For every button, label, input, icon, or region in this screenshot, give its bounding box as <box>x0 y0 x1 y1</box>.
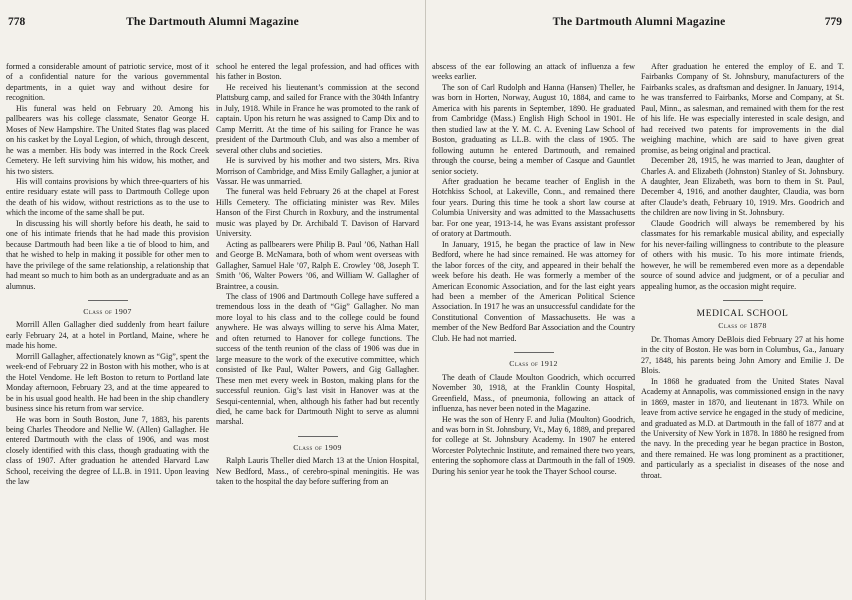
section-heading: MEDICAL SCHOOL <box>696 308 789 319</box>
column <box>216 62 419 592</box>
paragraph: He received his lieutenant’s commission at the second Plattsburg camp, and sailed for France with the 304th Infantry in July, 1918. While in France he was promoted to the rank of captain. Upon his return he was assigned to Camp Dix and to Camp Merritt. At the time of his sailing for France he was president of the Dartmouth Club, and was also a member of several other clubs and societies. <box>216 82 419 155</box>
paragraph: Ralph Lauris Theller died March 13 at the Union Hospital, New Bedford, Mass., of cerebro-spinal meningitis. He was taken to the hospital the day before suffering from an <box>216 456 419 487</box>
paragraph: In 1868 he graduated from the United States Naval Academy at Annapolis, was commissioned ensign in the navy in 1869, master in 1870, and lieutenant in 1873. While on leave from active service he engaged in the study of medicine, and graduated as M.D. at Dartmouth in the fall of 1877 and at the University of New York in 1878. In 1880 he resigned from the navy. In the preceding year he began practice in Boston, and there remained. He was long prominent as a practitioner, and particularly as a specialist in diseases of the nose and throat. <box>641 376 844 480</box>
section-divider <box>298 436 338 437</box>
paragraph: Dr. Thomas Amory DeBlois died February 27 at his home in the city of Boston. He was born in Columbus, Ga., January 27, 1848, his parents being John Amory and Emilie J. De Blois. <box>641 334 844 376</box>
paragraph: December 28, 1915, he was married to Jean, daughter of Charles A. and Elizabeth (Johnston) Stanley of St. Johnsbury. A daughter, Jean Elizabeth, was born to them in St. Paul, December 4, 1916, and another daughter, Claudia, was born after Claude’s death, February 10, 1919. Mrs. Goodrich and the children are now living in St. Johnsbury. <box>641 156 844 218</box>
paragraph: The funeral was held February 26 at the chapel at Forest Hills Cemetery. The officiating minister was Rev. Miles Hanson of the First Church in Roxbury, and the instrumental music was played by Dr. Archibald T. Davison of Harvard University. <box>216 187 419 239</box>
column <box>641 62 844 592</box>
column <box>432 62 635 592</box>
paragraph: formed a considerable amount of patriotic service, most of it of a confidential nature for the various governmental departments, in a quiet way and without desire for recognition. <box>6 62 209 103</box>
text-columns <box>6 62 419 592</box>
paragraph: His will contains provisions by which three-quarters of his entire residuary estate will pass to Dartmouth College upon the death of his widow, without restrictions as to the use to which the income of the same shall be put. <box>6 176 209 218</box>
paragraph: The son of Carl Rudolph and Hanna (Hansen) Theller, he was born in Horten, Norway, August 10, 1884, and came to America with his parents in September, 1890. He graduated from Cambridge (Mass.) English High School in 1901. He then studied law at the Y. M. C. A. Evening Law School of Boston, graduating as LL.B. with the class of 1905. The following autumn he entered Dartmouth, and remained through the course, being a member of Casque and Gauntlet senior society. <box>432 82 635 176</box>
column <box>6 62 209 592</box>
class-heading: Class of 1878 <box>718 321 767 331</box>
class-heading: Class of 1909 <box>293 442 342 452</box>
running-title: The Dartmouth Alumni Magazine <box>126 16 299 28</box>
paragraph: Acting as pallbearers were Philip B. Paul ’06, Nathan Hall and George B. McNamara, both of whom went overseas with Gallagher, Samuel Hale ’07, Ralph E. Crowley ’08, Joseph T. Smith ’06, Walter Powers ’06, and William W. Gallagher of Braintree, a cousin. <box>216 239 419 291</box>
paragraph: He is survived by his mother and two sisters, Mrs. Riva Morrison of Cambridge, and Miss Emily Gallagher, a junior at Vassar. He was unmarried. <box>216 156 419 186</box>
section-divider <box>88 300 128 301</box>
paragraph: The class of 1906 and Dartmouth College have suffered a tremendous loss in the death of “Gig” Gallagher. No man more loyal to his class and to the college could be found anywhere. He was always willing to serve his Alma Mater, and often returned to Hanover for college functions. The success of the tenth reunion of the class of 1906 was due in large measure to the work of the executive committee, which consisted of Ike Paul, Walter Powers, and Gig Gallagher. These men met every week in Boston, making plans for the successful reunion. Gig’s last visit in Hanover was at the Sesqui-centennial, when, although his father had but recently died, he came back for Dartmouth Night to serve as alumni marshal. <box>216 291 419 427</box>
class-heading: Class of 1912 <box>509 359 558 369</box>
paragraph: In January, 1915, he began the practice of law in New Bedford, where he had since remained. He was attorney for the labor forces of the city, and appeared in their behalf the week before his death. He was formerly a member of the American Economic Association, and for the last eight years had been a member of the American Political Science Association. In 1917 he was an unsuccessful candidate for the Constitutional Convention of Massachusetts. He was a member of the New Bedford Bar Association and the Country Club. He had not married. <box>432 239 635 343</box>
page-number: 778 <box>8 16 26 28</box>
right-page <box>426 0 852 600</box>
running-title: The Dartmouth Alumni Magazine <box>552 16 726 28</box>
paragraph: His funeral was held on February 20. Among his pallbearers was his college classmate, Senator George H. Moses of New Hampshire. The United States flag was placed on his casket by the Loyal Legion, of which, through descent, he was a member. His body was interred in the Rock Creek Cemetery. He left surviving him his widow, his mother, and his two sisters. <box>6 103 209 176</box>
paragraph: Claude Goodrich will always be remembered by his classmates for his remarkable musical ability, and especially for his never-failing willingness to contribute to the pleasure of others with his music. To his more intimate friends, however, he will be remembered even more as a dependable source of sound advice and judgment, or of a peculiar and appealing humor, as the occasion might require. <box>641 218 844 291</box>
class-heading: Class of 1907 <box>83 306 132 316</box>
page-number: 779 <box>824 16 842 28</box>
paragraph: He was born in South Boston, June 7, 1883, his parents being Charles Theodore and Nellie W. (Allen) Gallagher. He entered Dartmouth with the class of 1906, and was most closely identified with this class, though graduating with the class of 1907. After graduation he attended Harvard Law School, receiving the degree of LL.B. in 1911. Upon leaving the law <box>6 414 209 487</box>
paragraph: After graduation he entered the employ of E. and T. Fairbanks Company of St. Johnsbury, manufacturers of the Fairbanks scales, as draftsman and designer. In January, 1914, he was transferred to Fairbanks, Morse and Company, at St. Paul, Minn., as salesman, and remained with them for the rest of his life. He was especially interested in scale design, and had received two patents for improvements in the dial weighing machine, which are said to have given great promise, as being original and practical. <box>641 62 844 155</box>
paragraph: Morrill Allen Gallagher died suddenly from heart failure early February 24, at a hotel in Portland, Maine, where he made his home. <box>6 320 209 351</box>
paragraph: school he entered the legal profession, and had offices with his father in Boston. <box>216 62 419 82</box>
text-columns <box>432 62 844 592</box>
paragraph: Morrill Gallagher, affectionately known as “Gig”, spent the week-end of February 22 in Boston with his mother, who is at the Hotel Vendome. He left Boston to return to Portland late Monday afternoon, February 23, and at the time appeared to be in his usual good health. He had been in the ship chandlery business since his return from war service. <box>6 351 209 414</box>
paragraph: The death of Claude Moulton Goodrich, which occurred November 30, 1918, at the Franklin County Hospital, Greenfield, Mass., of pneumonia, following an attack of influenza, has never been noted in the Magazine. <box>432 372 635 414</box>
paragraph: He was the son of Henry F. and Julia (Moulton) Goodrich, and was born in St. Johnsbury, Vt., May 6, 1889, and prepared for college at St. Johnsbury Academy. In 1907 he entered Worcester Polytechnic Institute, and remained there two years, entering the sophomore class at Dartmouth in the fall of 1909. During his senior year he took the Thayer School course. <box>432 414 635 476</box>
paragraph: abscess of the ear following an attack of influenza a few weeks earlier. <box>432 62 635 82</box>
paragraph: In discussing his will shortly before his death, he said to one of his intimate friends that he had made this provision because Dartmouth had been like a tie of blood to him, and that he wished to help in making it possible for other men to have the privilege of the same relationship, a relationship that had meant so much to him both as an undergraduate and as an alumnus. <box>6 218 209 291</box>
section-divider <box>723 300 763 301</box>
section-divider <box>514 352 554 353</box>
page-header <box>426 16 852 32</box>
paragraph: After graduation he became teacher of English in the Hotchkiss School, at Lakeville, Conn., and remained there four years. During this time he took a short law course at Columbia University and was admitted to the Massachusetts bar. For one year, 1913-14, he was Evans assistant professor of oratory at Dartmouth. <box>432 176 635 239</box>
page-header <box>0 16 425 32</box>
